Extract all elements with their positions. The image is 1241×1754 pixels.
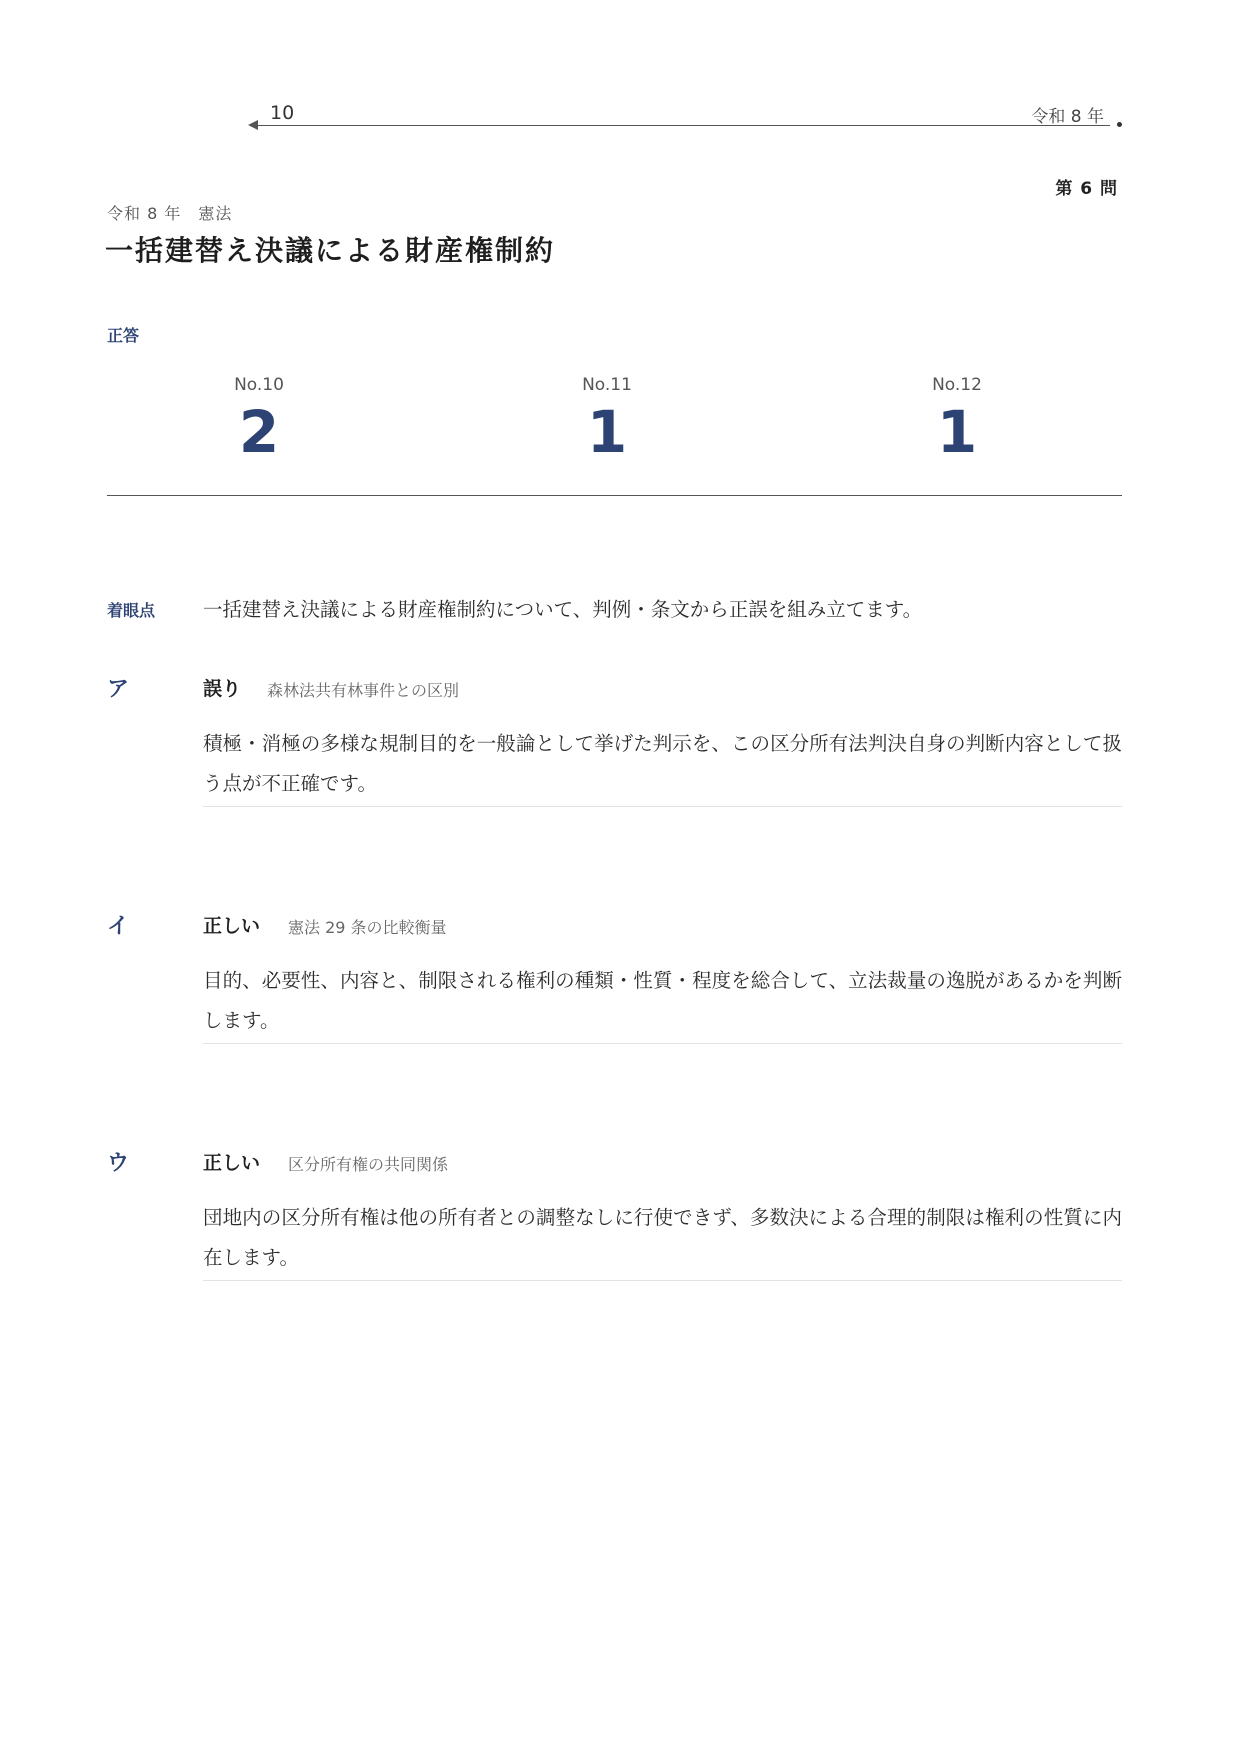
section-kicker: 令和 8 年 憲法: [107, 204, 233, 223]
answer-cell: [857, 375, 1057, 465]
answer-number-label: No.10: [234, 375, 284, 395]
answer-value: 2: [238, 398, 280, 466]
choice-topic: 区分所有権の共同関係: [288, 1155, 449, 1174]
page-number: 10: [270, 102, 295, 124]
answer-value: 1: [586, 398, 628, 466]
answer-cell: [159, 375, 359, 465]
answer-divider: [107, 495, 1122, 496]
answer-value: 1: [936, 398, 978, 466]
choice-verdict: 誤り: [203, 678, 242, 700]
page-title: 一括建替え決議による財産権制約: [105, 234, 556, 267]
choice-explanation: 積極・消極の多様な規制目的を一般論として挙げた判示を、この区分所有法判決自身の判断内容として扱う点が不正確です。: [203, 724, 1122, 807]
choice-topic: 憲法 29 条の比較衡量: [288, 918, 447, 937]
answer-table: [107, 375, 1122, 495]
running-header-era: 令和 8 年: [1031, 107, 1104, 127]
choice-topic: 森林法共有林事件との区別: [267, 681, 460, 700]
choice-verdict: 正しい: [203, 1152, 261, 1174]
choice-mark: ア: [107, 677, 130, 702]
running-header: [250, 100, 1118, 130]
choice-mark: イ: [107, 914, 130, 939]
answer-cell: [507, 375, 707, 465]
question-number: 第 6 問: [1055, 179, 1118, 199]
choice-verdict: 正しい: [203, 915, 261, 937]
answer-number-label: No.12: [932, 375, 982, 395]
choice-explanation: 団地内の区分所有権は他の所有者との調整なしに行使できず、多数決による合理的制限は権利の性質に内在します。: [203, 1198, 1122, 1281]
choice-mark: ウ: [107, 1151, 130, 1176]
answer-label: 正答: [107, 326, 140, 345]
focus-label: 着眼点: [107, 601, 156, 620]
header-rule: [250, 125, 1110, 126]
answer-number-label: No.11: [582, 375, 632, 395]
choice-explanation: 目的、必要性、内容と、制限される権利の種類・性質・程度を総合して、立法裁量の逸脱があるかを判断します。: [203, 961, 1122, 1044]
focus-text: 一括建替え決議による財産権制約について、判例・条文から正誤を組み立てます。: [203, 598, 923, 621]
dot-icon: [1117, 122, 1122, 127]
